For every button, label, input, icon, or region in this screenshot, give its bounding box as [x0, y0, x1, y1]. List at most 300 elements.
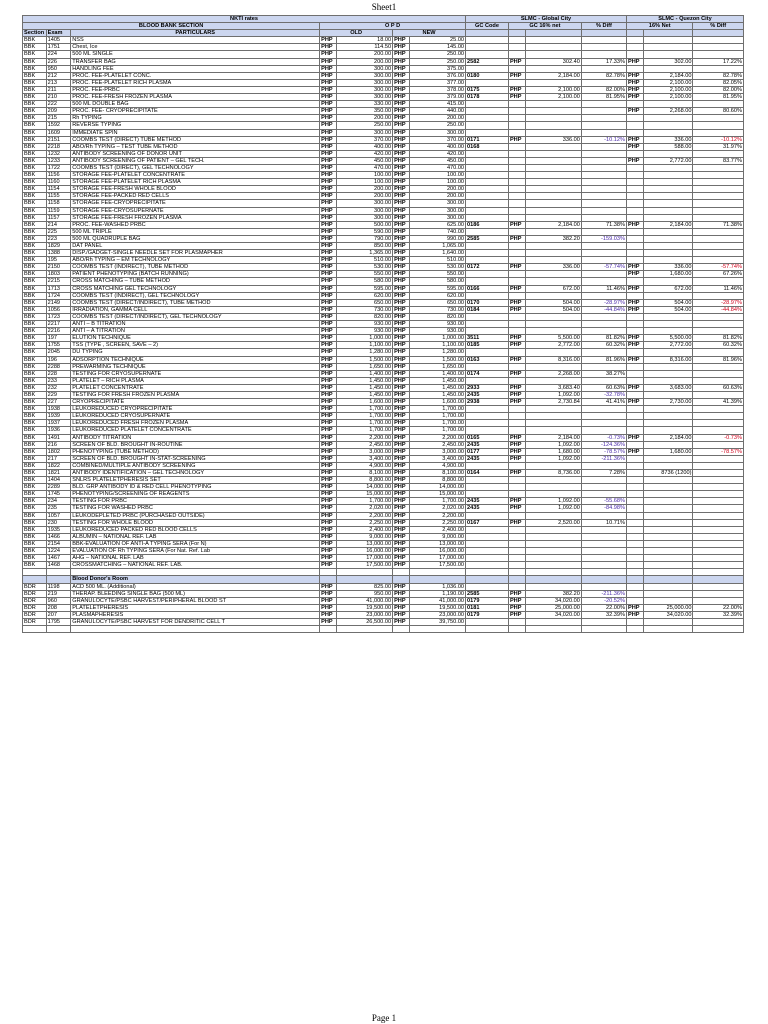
cell-qc-net	[644, 186, 693, 193]
cell-gc-diff: -57.74%	[581, 264, 626, 271]
cell-gc-net	[526, 477, 582, 484]
table-row	[23, 391, 744, 398]
cell-section: BBK	[23, 391, 47, 398]
cell-particulars: TESTING FOR PRBC	[71, 498, 320, 505]
cell-qc-diff	[693, 257, 744, 264]
col-particulars-header: PARTICULARS	[71, 30, 320, 37]
cell-section: BBK	[23, 101, 47, 108]
cell-old-rate: 400.00	[337, 143, 393, 150]
table-row	[23, 271, 744, 278]
cell-gc-currency: PHP	[508, 342, 525, 349]
cell-qc-currency	[626, 441, 643, 448]
gc-group-header: SLMC - Global City	[466, 16, 627, 23]
cell-section: BBK	[23, 484, 47, 491]
cell-qc-net	[644, 37, 693, 44]
table-row	[23, 72, 744, 79]
cell-qc-net	[644, 391, 693, 398]
cell-new-rate: 300.00	[410, 200, 466, 207]
cell-qc-net	[644, 548, 693, 555]
cell-gc-diff	[581, 512, 626, 519]
cell-old-rate: 730.00	[337, 306, 393, 313]
cell-old-rate: 595.00	[337, 285, 393, 292]
cell-qc-diff	[693, 391, 744, 398]
cell-qc-diff	[693, 200, 744, 207]
cell-exam: 1404	[46, 477, 71, 484]
cell-gc-currency: PHP	[508, 448, 525, 455]
cell-gc-currency	[508, 406, 525, 413]
table-row	[23, 427, 744, 434]
cell-new-rate: 250.00	[410, 51, 466, 58]
cell-qc-currency	[626, 193, 643, 200]
cell-gc-currency: PHP	[508, 399, 525, 406]
cell-qc-currency	[626, 129, 643, 136]
cell-gc-diff: -10.12%	[581, 136, 626, 143]
cell-new-currency: PHP	[393, 250, 410, 257]
cell-old-rate: 350.00	[337, 108, 393, 115]
cell-qc-currency	[626, 243, 643, 250]
cell-exam: 1155	[46, 193, 71, 200]
cell-qc-net	[644, 101, 693, 108]
cell-particulars: PLASMAPHERESIS	[71, 611, 320, 618]
cell-section: BBK	[23, 328, 47, 335]
cell-section: BBK	[23, 94, 47, 101]
cell-gc-diff: -44.84%	[581, 306, 626, 313]
table-row	[23, 470, 744, 477]
cell-old-rate: 41,000.00	[337, 597, 393, 604]
cell-qc-currency	[626, 172, 643, 179]
cell-gc-diff	[581, 540, 626, 547]
cell-gc-net	[526, 186, 582, 193]
cell-qc-net	[644, 512, 693, 519]
rates-table	[22, 15, 744, 633]
cell-qc-diff: -28.97%	[693, 299, 744, 306]
table-row	[23, 413, 744, 420]
cell-qc-currency	[626, 164, 643, 171]
cell-exam: 216	[46, 441, 71, 448]
cell-new-rate: 378.00	[410, 86, 466, 93]
cell-gc-code	[466, 491, 509, 498]
cell-exam: 2149	[46, 299, 71, 306]
table-row	[23, 157, 744, 164]
cell-new-currency: PHP	[393, 278, 410, 285]
cell-exam: 225	[46, 228, 71, 235]
cell-exam: 211	[46, 86, 71, 93]
cell-gc-currency	[508, 44, 525, 51]
cell-exam: 1935	[46, 526, 71, 533]
cell-qc-diff	[693, 214, 744, 221]
table-row	[23, 143, 744, 150]
cell-old-rate: 1,365.00	[337, 250, 393, 257]
cell-new-rate: 2,200.00	[410, 434, 466, 441]
cell-gc-code	[466, 186, 509, 193]
cell-exam: 229	[46, 391, 71, 398]
cell-exam: 1405	[46, 37, 71, 44]
sheet-title: Sheet1	[371, 2, 397, 12]
cell-gc-code: 0185	[466, 342, 509, 349]
cell-new-currency: PHP	[393, 455, 410, 462]
cell-qc-diff	[693, 597, 744, 604]
cell-gc-diff: 81.82%	[581, 335, 626, 342]
cell-gc-diff: -55.68%	[581, 498, 626, 505]
cell-new-rate: 4,900.00	[410, 462, 466, 469]
cell-particulars: PREWARMING TECHNIQUE	[71, 363, 320, 370]
cell-new-currency: PHP	[393, 434, 410, 441]
cell-gc-net	[526, 179, 582, 186]
cell-qc-net	[644, 505, 693, 512]
cell-gc-code	[466, 321, 509, 328]
cell-gc-net: 3,683.40	[526, 384, 582, 391]
cell-gc-code: 0167	[466, 519, 509, 526]
cell-gc-code: 0177	[466, 448, 509, 455]
cell-gc-diff: 17.33%	[581, 58, 626, 65]
cell-new-currency: PHP	[393, 179, 410, 186]
cell-exam: 219	[46, 590, 71, 597]
cell-qc-net	[644, 477, 693, 484]
cell-gc-diff	[581, 292, 626, 299]
cell-qc-net	[644, 618, 693, 625]
table-row	[23, 228, 744, 235]
cell-new-currency: PHP	[393, 228, 410, 235]
cell-old-currency: PHP	[320, 115, 337, 122]
cell-new-rate: 530.00	[410, 264, 466, 271]
cell-section: BBK	[23, 51, 47, 58]
cell-new-currency: PHP	[393, 235, 410, 242]
cell-old-currency: PHP	[320, 250, 337, 257]
cell-qc-net	[644, 562, 693, 569]
cell-new-rate: 370.00	[410, 136, 466, 143]
cell-gc-code: 2435	[466, 391, 509, 398]
cell-gc-net: 1,092.00	[526, 498, 582, 505]
table-row	[23, 462, 744, 469]
trailing-rows	[23, 626, 744, 633]
cell-gc-code	[466, 37, 509, 44]
cell-exam: 1713	[46, 285, 71, 292]
donor-section-title: Blood Donor's Room	[71, 576, 320, 583]
cell-new-rate: 620.00	[410, 292, 466, 299]
cell-gc-code	[466, 526, 509, 533]
cell-qc-net: 336.00	[644, 264, 693, 271]
cell-old-currency: PHP	[320, 399, 337, 406]
cell-section: BBK	[23, 108, 47, 115]
cell-qc-net	[644, 533, 693, 540]
cell-old-rate: 200.00	[337, 51, 393, 58]
cell-gc-net	[526, 207, 582, 214]
cell-qc-currency	[626, 363, 643, 370]
cell-old-currency: PHP	[320, 243, 337, 250]
cell-particulars: PROC. FEE-PLATELET CONC.	[71, 72, 320, 79]
cell-qc-diff	[693, 526, 744, 533]
cell-old-currency: PHP	[320, 37, 337, 44]
cell-gc-currency	[508, 243, 525, 250]
cell-qc-currency	[626, 321, 643, 328]
cell-new-currency: PHP	[393, 470, 410, 477]
cell-gc-code: 2435	[466, 505, 509, 512]
cell-qc-net	[644, 363, 693, 370]
cell-old-rate: 17,000.00	[337, 555, 393, 562]
cell-particulars: DU TYPING	[71, 349, 320, 356]
gc-net-header: GC 16% net	[508, 23, 581, 30]
cell-gc-code: 0179	[466, 611, 509, 618]
cell-new-rate: 17,500.00	[410, 562, 466, 569]
cell-exam: 1723	[46, 313, 71, 320]
cell-exam: 960	[46, 597, 71, 604]
cell-particulars: COOMBS TEST (INDIRECT), TUBE METHOD	[71, 264, 320, 271]
cell-old-rate: 620.00	[337, 292, 393, 299]
cell-gc-diff	[581, 250, 626, 257]
cell-gc-code	[466, 214, 509, 221]
cell-qc-net: 1,680.00	[644, 448, 693, 455]
table-row	[23, 221, 744, 228]
cell-gc-currency	[508, 420, 525, 427]
cell-old-currency: PHP	[320, 370, 337, 377]
cell-old-rate: 100.00	[337, 172, 393, 179]
cell-gc-currency: PHP	[508, 285, 525, 292]
cell-qc-diff: 81.82%	[693, 335, 744, 342]
cell-qc-net: 25,000.00	[644, 604, 693, 611]
cell-gc-diff: -28.97%	[581, 299, 626, 306]
cell-particulars: STORAGE FEE-FRESH FROZEN PLASMA	[71, 214, 320, 221]
cell-new-rate: 1,190.00	[410, 590, 466, 597]
cell-gc-code: 0175	[466, 86, 509, 93]
cell-gc-net	[526, 313, 582, 320]
cell-new-currency: PHP	[393, 335, 410, 342]
cell-section: BBK	[23, 299, 47, 306]
cell-new-rate: 1,036.00	[410, 583, 466, 590]
table-row	[23, 399, 744, 406]
cell-particulars: CROSS MATCHING GEL TECHNOLOGY	[71, 285, 320, 292]
cell-qc-currency: PHP	[626, 221, 643, 228]
cell-new-currency: PHP	[393, 363, 410, 370]
cell-gc-net	[526, 44, 582, 51]
cell-old-rate: 114.50	[337, 44, 393, 51]
cell-qc-diff	[693, 278, 744, 285]
cell-qc-net: 2,100.00	[644, 86, 693, 93]
cell-gc-net	[526, 413, 582, 420]
cell-gc-currency	[508, 164, 525, 171]
cell-exam: 195	[46, 257, 71, 264]
table-row	[23, 618, 744, 625]
cell-qc-net	[644, 370, 693, 377]
cell-old-rate: 650.00	[337, 299, 393, 306]
cell-gc-diff	[581, 172, 626, 179]
cell-qc-net	[644, 193, 693, 200]
cell-gc-diff: 71.38%	[581, 221, 626, 228]
cell-gc-diff	[581, 143, 626, 150]
cell-new-rate: 930.00	[410, 328, 466, 335]
cell-gc-diff	[581, 328, 626, 335]
cell-new-currency: PHP	[393, 65, 410, 72]
cell-qc-currency	[626, 214, 643, 221]
cell-section: BBK	[23, 306, 47, 313]
cell-gc-code: 0165	[466, 434, 509, 441]
cell-gc-code	[466, 257, 509, 264]
cell-qc-diff: -44.84%	[693, 306, 744, 313]
cell-gc-currency	[508, 526, 525, 533]
cell-qc-currency	[626, 257, 643, 264]
cell-gc-diff: 60.63%	[581, 384, 626, 391]
cell-old-currency: PHP	[320, 306, 337, 313]
cell-qc-diff: 31.97%	[693, 143, 744, 150]
cell-section: BBK	[23, 519, 47, 526]
cell-qc-currency: PHP	[626, 157, 643, 164]
cell-gc-code	[466, 44, 509, 51]
cell-qc-currency	[626, 477, 643, 484]
cell-new-currency: PHP	[393, 193, 410, 200]
cell-qc-diff	[693, 427, 744, 434]
cell-gc-net	[526, 491, 582, 498]
cell-old-rate: 530.00	[337, 264, 393, 271]
cell-gc-currency	[508, 618, 525, 625]
cell-gc-net	[526, 321, 582, 328]
cell-qc-currency: PHP	[626, 264, 643, 271]
table-row	[23, 526, 744, 533]
cell-old-currency: PHP	[320, 384, 337, 391]
cell-qc-diff	[693, 313, 744, 320]
cell-old-rate: 17,500.00	[337, 562, 393, 569]
cell-gc-currency	[508, 328, 525, 335]
cell-exam: 1154	[46, 186, 71, 193]
cell-exam: 1795	[46, 618, 71, 625]
cell-old-rate: 300.00	[337, 79, 393, 86]
cell-particulars: PROC. FEE- CRYOPRECIPITATE	[71, 108, 320, 115]
cell-gc-code	[466, 101, 509, 108]
cell-gc-currency: PHP	[508, 590, 525, 597]
cell-qc-currency: PHP	[626, 448, 643, 455]
table-row	[23, 306, 744, 313]
cell-new-rate: 19,500.00	[410, 604, 466, 611]
table-row	[23, 108, 744, 115]
cell-old-currency: PHP	[320, 618, 337, 625]
table-row	[23, 533, 744, 540]
cell-new-currency: PHP	[393, 618, 410, 625]
cell-gc-code	[466, 420, 509, 427]
cell-new-rate: 510.00	[410, 257, 466, 264]
cell-old-rate: 930.00	[337, 321, 393, 328]
cell-old-currency: PHP	[320, 328, 337, 335]
cell-particulars: LEUKOREDUCED PACKED RED BLOOD CELLS	[71, 526, 320, 533]
table-row	[23, 455, 744, 462]
table-row	[23, 243, 744, 250]
table-row	[23, 363, 744, 370]
cell-exam: 232	[46, 384, 71, 391]
cell-new-currency: PHP	[393, 583, 410, 590]
cell-section: BBK	[23, 200, 47, 207]
cell-qc-net	[644, 228, 693, 235]
cell-gc-net: 2,184.00	[526, 434, 582, 441]
table-row	[23, 590, 744, 597]
cell-new-currency: PHP	[393, 72, 410, 79]
cell-gc-code: 3511	[466, 335, 509, 342]
cell-qc-diff	[693, 462, 744, 469]
cell-gc-net: 8,736.00	[526, 470, 582, 477]
cell-old-rate: 16,000.00	[337, 548, 393, 555]
cell-section: BBK	[23, 462, 47, 469]
cell-section: BBK	[23, 292, 47, 299]
cell-exam: 208	[46, 604, 71, 611]
cell-old-currency: PHP	[320, 377, 337, 384]
cell-gc-currency	[508, 193, 525, 200]
cell-section: BBK	[23, 79, 47, 86]
cell-new-rate: 250.00	[410, 58, 466, 65]
cell-qc-diff	[693, 44, 744, 51]
cell-section: BBK	[23, 193, 47, 200]
cell-gc-currency	[508, 555, 525, 562]
cell-new-rate: 300.00	[410, 129, 466, 136]
cell-new-currency: PHP	[393, 477, 410, 484]
cell-old-rate: 820.00	[337, 313, 393, 320]
table-row	[23, 519, 744, 526]
cell-exam: 1157	[46, 214, 71, 221]
cell-new-currency: PHP	[393, 540, 410, 547]
table-row	[23, 377, 744, 384]
cell-exam: 2154	[46, 540, 71, 547]
cell-new-rate: 595.00	[410, 285, 466, 292]
cell-gc-net	[526, 420, 582, 427]
cell-old-currency: PHP	[320, 136, 337, 143]
cell-new-currency: PHP	[393, 533, 410, 540]
cell-gc-net	[526, 129, 582, 136]
cell-qc-net	[644, 455, 693, 462]
cell-particulars: TSS (TYPE , SCREEN, SAVE – 2)	[71, 342, 320, 349]
cell-gc-net: 8,316.00	[526, 356, 582, 363]
table-row	[23, 257, 744, 264]
cell-particulars: AHG – NATIONAL REF. LAB	[71, 555, 320, 562]
cell-qc-currency	[626, 427, 643, 434]
cell-exam: 1803	[46, 271, 71, 278]
header-row-3	[23, 30, 744, 37]
cell-gc-code: 0163	[466, 356, 509, 363]
cell-gc-diff	[581, 129, 626, 136]
cell-section: BBK	[23, 65, 47, 72]
cell-gc-net	[526, 533, 582, 540]
cell-qc-currency	[626, 455, 643, 462]
table-row	[23, 214, 744, 221]
cell-new-currency: PHP	[393, 406, 410, 413]
cell-exam: 2218	[46, 143, 71, 150]
cell-exam: 197	[46, 335, 71, 342]
cell-gc-currency	[508, 512, 525, 519]
cell-section: BBK	[23, 526, 47, 533]
cell-old-rate: 300.00	[337, 129, 393, 136]
cell-qc-diff	[693, 51, 744, 58]
cell-gc-currency	[508, 129, 525, 136]
cell-gc-net	[526, 427, 582, 434]
cell-gc-currency	[508, 51, 525, 58]
cell-old-rate: 200.00	[337, 58, 393, 65]
cell-qc-diff	[693, 562, 744, 569]
cell-gc-net: 34,020.00	[526, 597, 582, 604]
cell-qc-diff	[693, 172, 744, 179]
cell-section: BDR	[23, 597, 47, 604]
cell-particulars: PLATELET CONCENTRATE	[71, 384, 320, 391]
cell-qc-currency: PHP	[626, 143, 643, 150]
cell-exam: 1722	[46, 164, 71, 171]
cell-qc-net: 2,184.00	[644, 72, 693, 79]
cell-new-currency: PHP	[393, 264, 410, 271]
cell-gc-currency: PHP	[508, 434, 525, 441]
cell-qc-currency	[626, 519, 643, 526]
cell-exam: 2151	[46, 136, 71, 143]
cell-gc-net	[526, 200, 582, 207]
cell-old-rate: 8,100.00	[337, 470, 393, 477]
cell-qc-currency	[626, 590, 643, 597]
cell-qc-currency	[626, 370, 643, 377]
table-row	[23, 491, 744, 498]
cell-gc-net	[526, 214, 582, 221]
cell-gc-diff: 81.95%	[581, 94, 626, 101]
cell-qc-net: 2,772.00	[644, 157, 693, 164]
cell-qc-net	[644, 349, 693, 356]
